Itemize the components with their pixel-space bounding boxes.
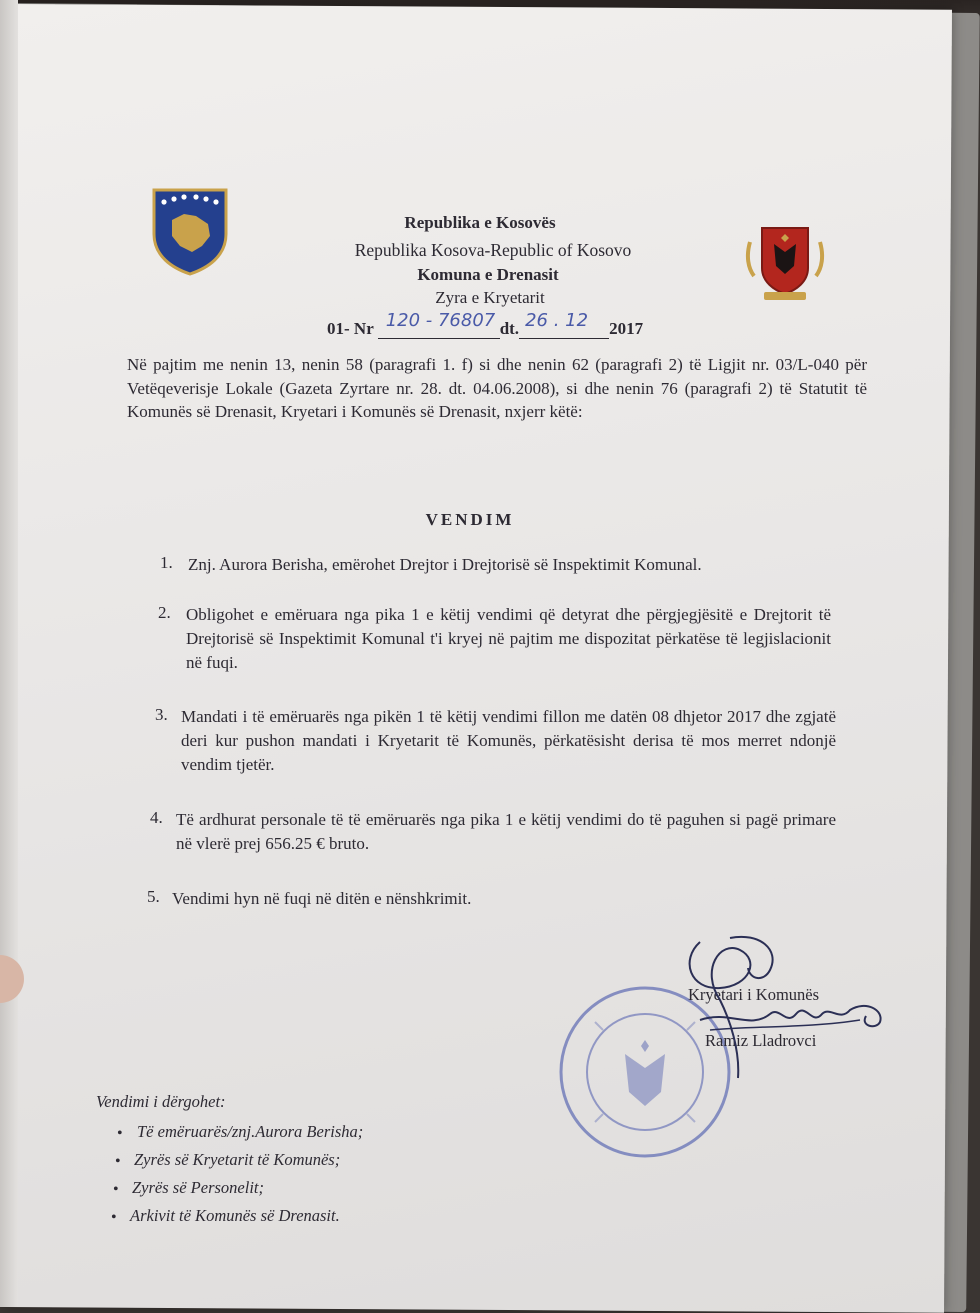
decision-item: Obligohet e emëruara nga pika 1 e këtij vendimi që detyrat dhe përgjegjësitë e Drejtorit të Drejtorisë së Inspektimit Komunal t'i kryej në pajtim me dispozitat përkatëse të legjislacionit në fuqi. xyxy=(186,605,831,672)
distribution-title: Vendimi i dërgohet: xyxy=(96,1092,226,1111)
header-municipality: Komuna e Drenasit xyxy=(417,265,559,284)
item-number: 4. xyxy=(150,808,163,827)
intro-paragraph: Në pajtim me nenin 13, nenin 58 (paragrafi 1. f) si dhe nenin 62 (paragrafi 2) të Ligjit nr. 03/L-040 për Vetëqeverisje Lokale (Gazeta Zyrtare nr. 28. dt. 04.06.2008), si dhe nenin 76 (paragrafi 2) të Statutit të Komunës së Drenasit, Kryetari i Komunës së Drenasit, nxjerr këtë: xyxy=(127,355,867,421)
reference-prefix: 01- Nr xyxy=(327,319,374,338)
signatory-title: Kryetari i Komunës xyxy=(688,985,820,1004)
distribution-recipient: Të emëruarës/znj.Aurora Berisha; xyxy=(137,1122,364,1141)
bullet-icon: • xyxy=(113,1181,119,1198)
reference-line xyxy=(327,310,644,339)
reference-date: 26 . 12 xyxy=(525,310,589,331)
header-republic-albanian: Republika e Kosovës xyxy=(404,213,556,232)
decision-item: Të ardhurat personale të të emëruarës nga pika 1 e këtij vendimi do të paguhen si pagë primare në vlerë prej 656.25 € bruto. xyxy=(176,810,836,853)
decision-item: Vendimi hyn në fuqi në ditën e nënshkrimit. xyxy=(172,889,472,908)
decision-item: Znj. Aurora Berisha, emërohet Drejtor i Drejtorisë së Inspektimit Komunal. xyxy=(188,555,702,574)
decision-title: VENDIM xyxy=(425,510,515,529)
header-republic-multilingual: Republika Kosova-Republic of Kosovo xyxy=(354,240,632,260)
item-number: 3. xyxy=(155,705,168,724)
reference-date-prefix: dt. xyxy=(499,319,520,338)
reference-date-line xyxy=(519,310,609,339)
bullet-icon: • xyxy=(117,1125,123,1142)
handwritten-signature-icon xyxy=(670,930,900,1080)
header-office: Zyra e Kryetarit xyxy=(435,288,545,307)
reference-year: 2017 xyxy=(609,319,644,338)
item-number: 5. xyxy=(147,887,160,906)
decision-item: Mandati i të emëruarës nga pikën 1 të këtij vendimi fillon me datën 08 dhjetor 2017 dhe zgjatë deri kur pushon mandati i Kryetarit të Komunës, përkatësisht derisa të mos merret ndonjë vendim tjetër. xyxy=(181,707,836,774)
distribution-recipient: Arkivit të Komunës së Drenasit. xyxy=(130,1206,340,1225)
distribution-recipient: Zyrës së Personelit; xyxy=(132,1178,264,1197)
signatory-name: Ramiz Lladrovci xyxy=(705,1031,817,1050)
item-number: 1. xyxy=(160,553,173,572)
bullet-icon: • xyxy=(111,1209,117,1226)
distribution-recipient: Zyrës së Kryetarit të Komunës; xyxy=(134,1150,341,1169)
bullet-icon: • xyxy=(115,1153,121,1170)
reference-number-line xyxy=(378,310,500,339)
reference-number: 120 - 76807 xyxy=(385,310,496,331)
item-number: 2. xyxy=(158,603,171,622)
